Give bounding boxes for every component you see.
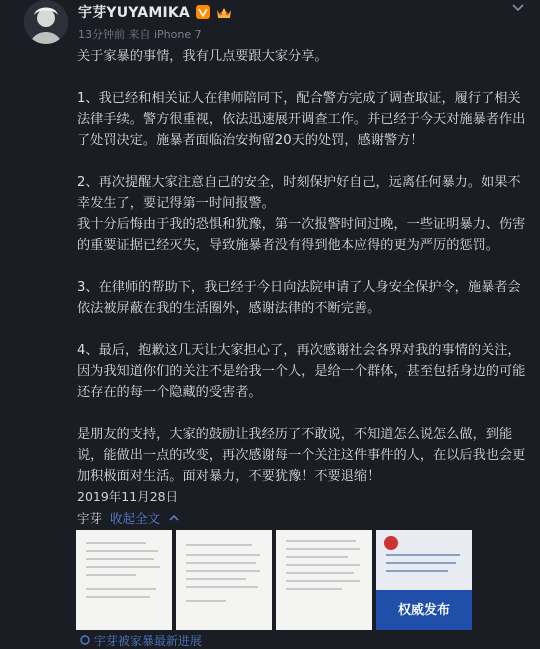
post-date: 2019年11月28日 bbox=[77, 489, 179, 504]
image-thumbnail[interactable] bbox=[176, 530, 272, 630]
post-meta bbox=[78, 26, 202, 42]
post-line: 是朋友的支持，大家的鼓励让我经历了不敢说，不知道怎么说怎么做，到能说，能做出一点的改变，再次感谢每一个关注这件事件的人，在以后我也会更加积极面对生活。面对暴力，不要犹豫！不要退缩！ bbox=[77, 427, 526, 484]
collapse-button[interactable]: 收起全文 bbox=[110, 511, 161, 526]
verified-icon bbox=[196, 5, 210, 19]
chevron-up-icon[interactable] bbox=[168, 511, 180, 526]
thumbnail-headline: 权威发布 bbox=[397, 603, 450, 618]
post-line: 关于家暴的事情，我有几点要跟大家分享。 bbox=[77, 49, 328, 64]
author-name[interactable]: 宇芽 bbox=[77, 511, 103, 526]
image-thumbnails bbox=[76, 530, 472, 630]
user-name-row bbox=[78, 2, 232, 22]
post-line: 2、再次提醒大家注意自己的安全，时刻保护好自己，远离任何暴力。如果不幸发生了，要记得第一时间报警。 bbox=[77, 175, 521, 211]
post-footer bbox=[77, 509, 180, 527]
chevron-down-icon[interactable] bbox=[510, 0, 526, 16]
topic-icon bbox=[80, 634, 94, 648]
vip-crown-icon bbox=[216, 5, 232, 19]
post-time: 13分钟前 bbox=[78, 28, 125, 41]
avatar[interactable] bbox=[24, 0, 68, 44]
image-thumbnail[interactable] bbox=[376, 530, 472, 630]
related-topic-link[interactable] bbox=[80, 632, 202, 649]
post-line: 我十分后悔由于我的恐惧和犹豫，第一次报警时间过晚，一些证明暴力、伤害的重要证据已经灭失，导致施暴者没有得到他本应得的更为严厉的惩罚。 bbox=[77, 217, 526, 253]
post-source: 来自 iPhone 7 bbox=[128, 28, 202, 41]
post-line: 3、在律师的帮助下，我已经于今日向法院申请了人身安全保护令，施暴者会依法被屏蔽在我的生活圈外，感谢法律的不断完善。 bbox=[77, 280, 521, 316]
post-line: 1、我已经和相关证人在律师陪同下，配合警方完成了调查取证，履行了相关法律手续。警方很重视，依法迅速展开调查工作。并已经于今天对施暴者作出了处罚决定。施暴者面临治安拘留20天的处罚，感谢警方！ bbox=[77, 91, 526, 148]
image-thumbnail[interactable] bbox=[276, 530, 372, 630]
related-topic-label[interactable]: 宇芽被家暴最新进展 bbox=[93, 634, 202, 648]
user-name[interactable]: 宇芽YUYAMIKA bbox=[78, 5, 190, 21]
post-body bbox=[77, 46, 529, 487]
image-thumbnail[interactable] bbox=[76, 530, 172, 630]
post-line: 4、最后，抱歉这几天让大家担心了，再次感谢社会各界对我的事情的关注，因为我知道你们的关注不是给我一个人，是给一个群体，甚至包括身边的可能还存在的每一个隐藏的受害者。 bbox=[77, 343, 526, 400]
